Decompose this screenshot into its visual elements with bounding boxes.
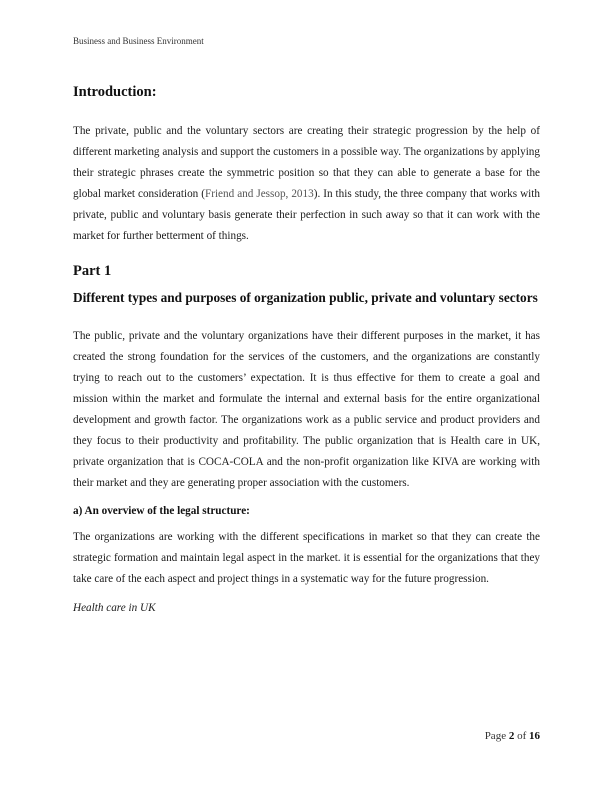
intro-text-end: ). In this study, the three company that works with private, public and voluntary basis generate their perfection in such away so that it can work with the market for further betterment of things. [73, 188, 540, 242]
introduction-heading: Introduction: [73, 84, 157, 100]
introduction-paragraph [73, 121, 540, 247]
page-footer [485, 730, 540, 742]
citation: Friend and Jessop, 2013 [205, 188, 314, 200]
intro-text-start: The private, public and the voluntary sectors are creating their strategic progression by the help of different marketing analysis and support the customers in a possible way. The organizations by applying their strategic phrases create the symmetric position so that they can able to generate a base for the global market consideration ( [73, 125, 540, 200]
page-label: Page [484, 730, 507, 742]
part1-subheading: Different types and purposes of organization public, private and voluntary sectors [73, 290, 538, 305]
document-body [73, 84, 540, 619]
part1-paragraph: The public, private and the voluntary organizations have their different purposes in the market, it has created the strong foundation for the services of the customers, and the organizations are constantly trying to reach out to the customers’ expectation. It is thus effective for them to create a goal and mission within the market and formulate the internal and external basis for the entire organizational development and growth factor. The organizations work as a public service and product providers and they focus to their productivity and profitability. The public organization that is Health care in UK, private organization that is COCA-COLA and the non-profit organization like KIVA are working with their market and they are generating proper association with the customers. [73, 329, 540, 489]
total-pages: 16 [529, 730, 540, 742]
running-header: Business and Business Environment [73, 36, 204, 46]
legal-structure-paragraph: The organizations are working with the different specifications in market so that they can create the strategic formation and maintain legal aspect in the market. it is essential for the organizations that they take care of the each aspect and project things in a systematic way for the future progression. [73, 530, 540, 585]
health-care-heading: Health care in UK [73, 601, 156, 614]
of-label: of [517, 730, 527, 742]
legal-structure-heading: a) An overview of the legal structure: [73, 504, 250, 517]
page-number: 2 [508, 730, 515, 742]
part1-heading: Part 1 [73, 263, 112, 279]
